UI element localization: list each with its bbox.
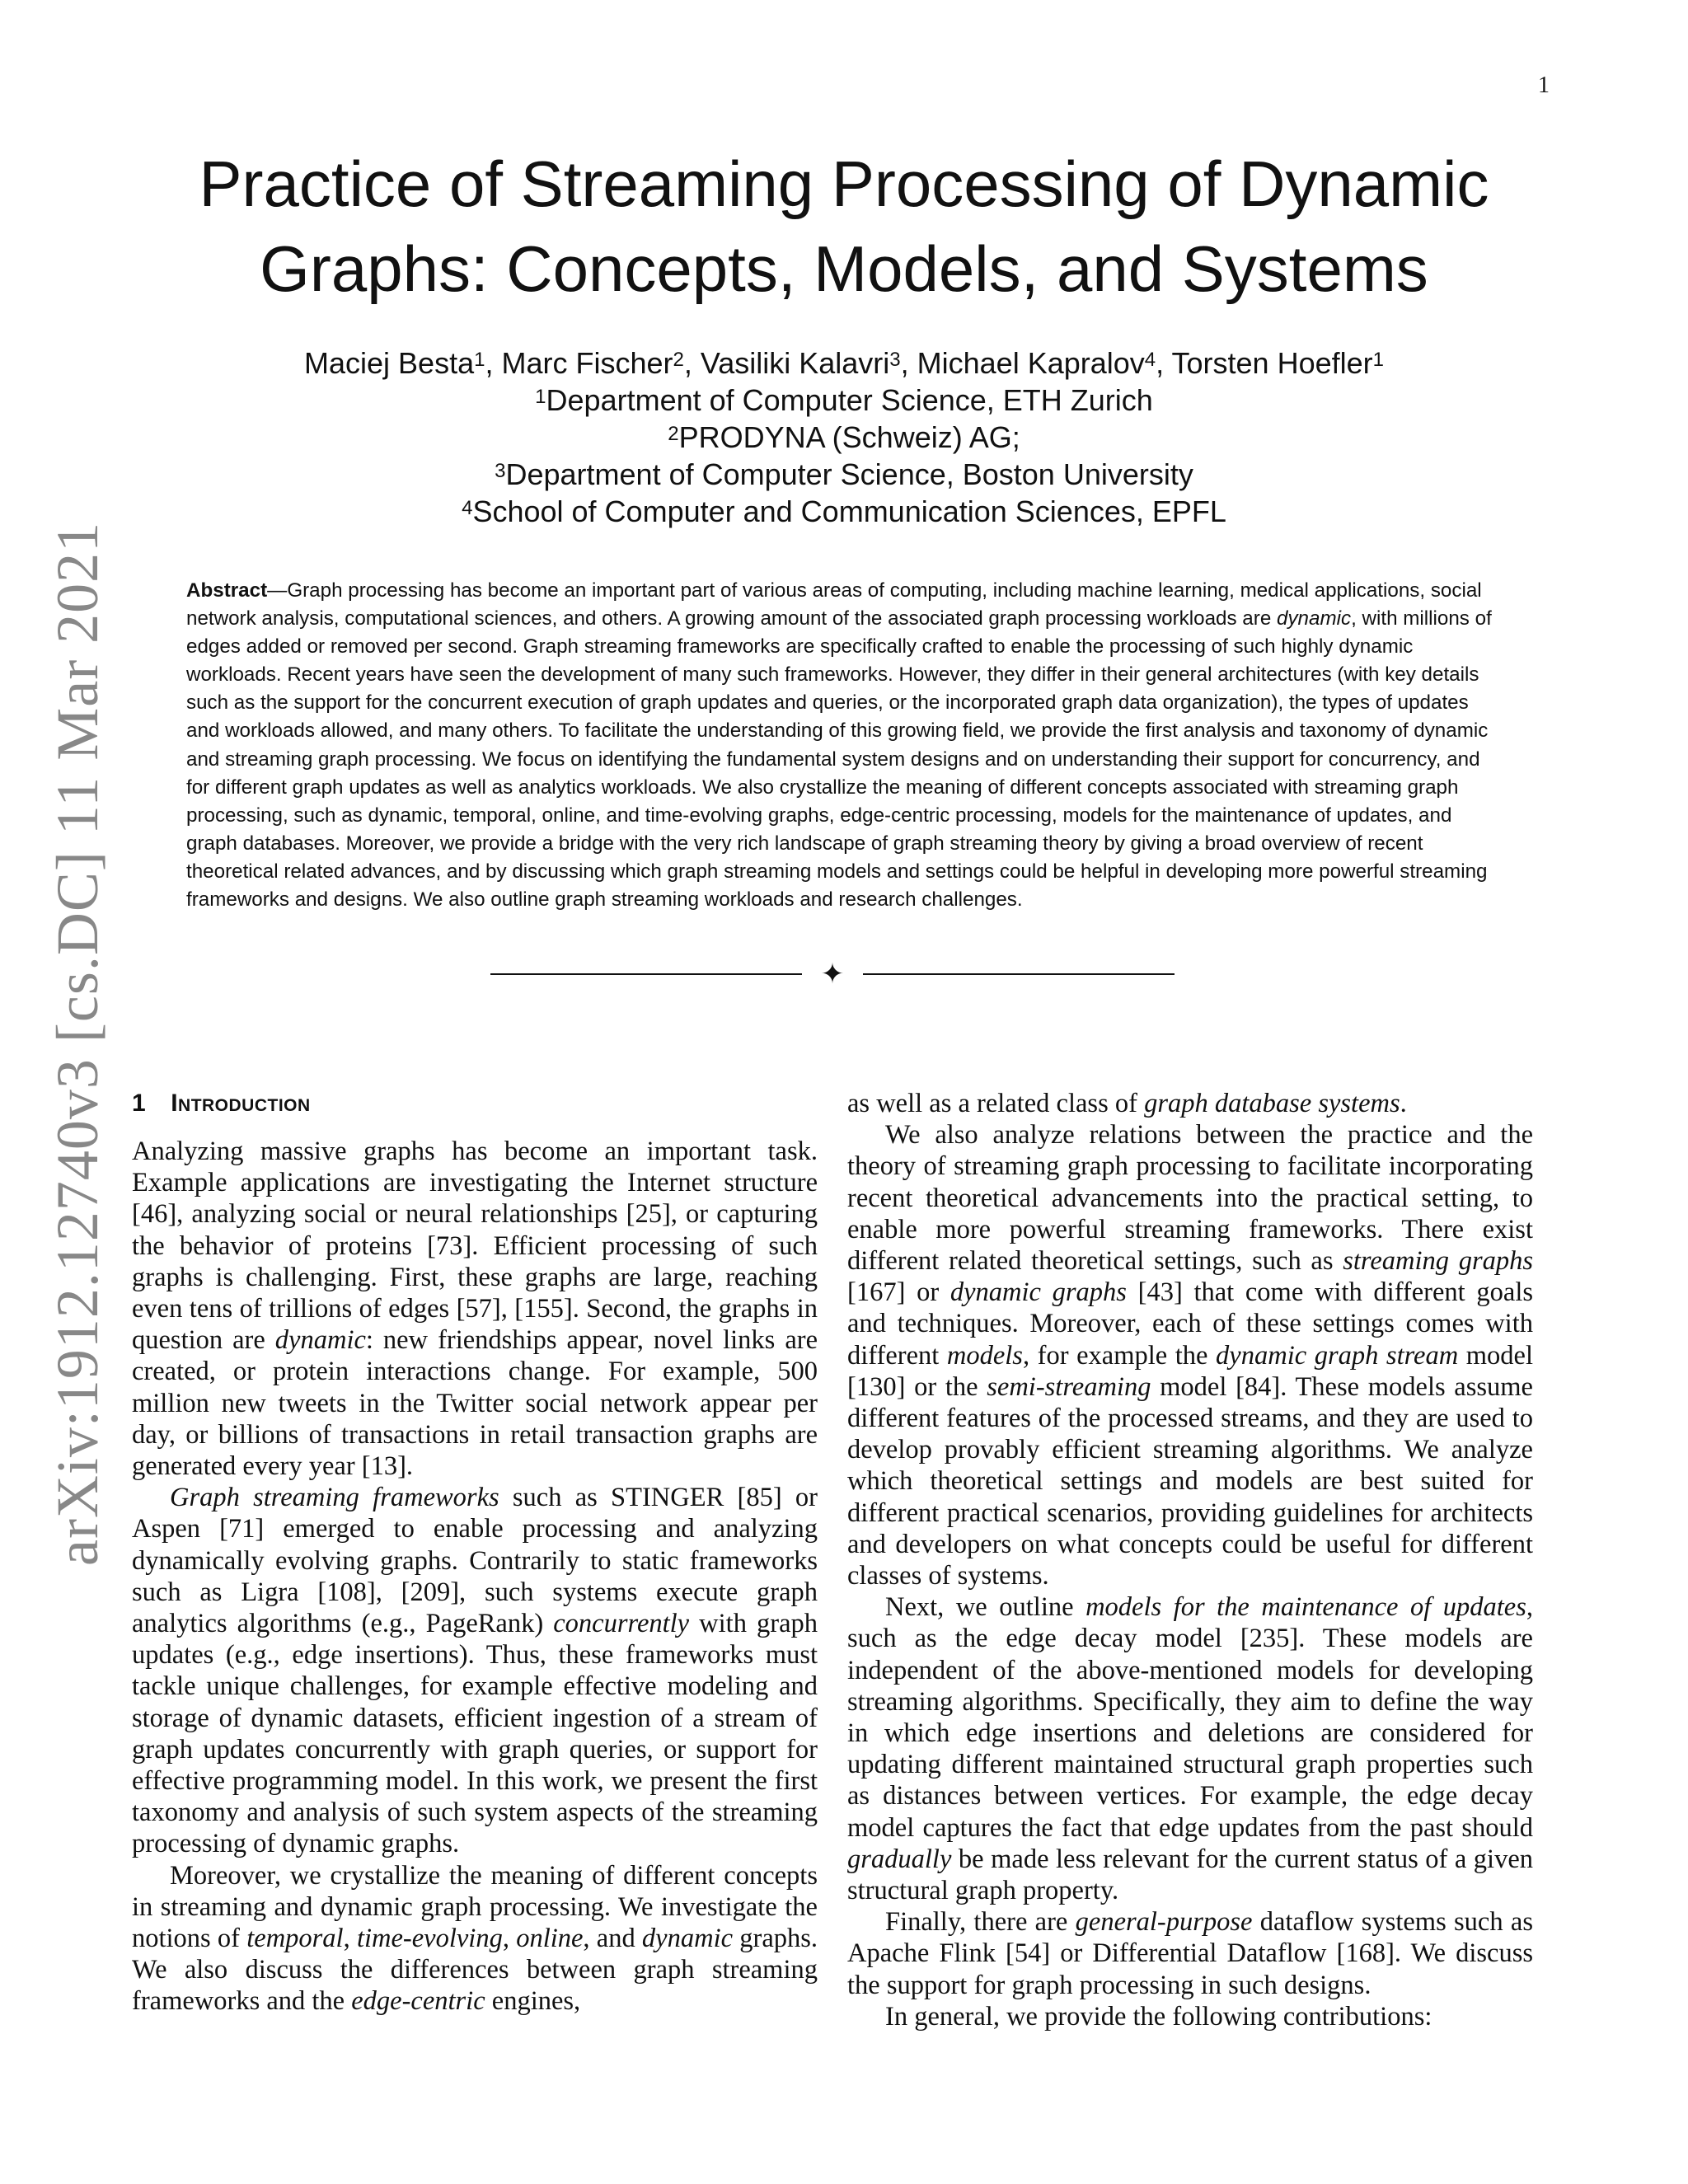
paragraph: Moreover, we crystallize the meaning of different concepts in streaming and dynamic graph processing. We investigate the notions of temporal, time-evolving, online, and dynamic graphs. We also discuss the differences between graph streaming frameworks and the edge-centric engines,: [132, 1860, 818, 2017]
affiliation: $^2$PRODYNA (Schweiz) AG;: [668, 420, 1020, 454]
abstract-label: Abstract: [186, 579, 268, 602]
author-name: Vasiliki Kalavri: [700, 346, 890, 380]
paragraph: Finally, there are general-purpose dataflow systems such as Apache Flink [54] or Differential Dataflow [168]. We discuss the support for graph processing in such designs.: [847, 1907, 1533, 2000]
author-name: Marc Fischer: [501, 346, 673, 380]
body-column-right: [847, 1088, 1533, 2032]
author-affil-mark: 4: [1144, 349, 1156, 371]
author-affil-mark: 1: [474, 349, 485, 371]
author-list: Maciej Besta$^1$, Marc Fischer$^2$, Vasiliki Kalavri$^3$, Michael Kapralov$^4$, Torsten Hoefler$^1$: [304, 346, 1384, 380]
author-affil-mark: 3: [889, 349, 901, 371]
paragraph: Next, we outline models for the maintenance of updates, such as the edge decay model [235]. These models are independent of the above-mentioned models for developing streaming algorithms. Specifically, they aim to define the way in which edge insertions and deletions are considered for updating different maintained structural graph properties such as distances between vertices. For example, the edge decay model captures the fact that edge updates from the past should gradually be made less relevant for the current status of a given structural graph property.: [847, 1592, 1533, 1906]
section-heading-introduction: [132, 1088, 818, 1119]
author-name: Michael Kapralov: [917, 346, 1145, 380]
page-number: 1: [1538, 73, 1550, 98]
section-number: 1: [132, 1090, 147, 1117]
paragraph: We also analyze relations between the practice and the theory of streaming graph processing to facilitate incorporating recent theoretical advancements into the practical setting, to enable more powerful streaming frameworks. There exist different related theoretical settings, such as streaming graphs [167] or dynamic graphs [43] that come with different goals and techniques. Moreover, each of these settings comes with different models, for example the dynamic graph stream model [130] or the semi-streaming model [84]. These models assume different features of the processed streams, and they are used to develop provably efficient streaming algorithms. We analyze which theoretical settings and models are best suited for different practical scenarios, providing guidelines for architects and developers on what concepts could be useful for different classes of systems.: [847, 1120, 1534, 1591]
section-title: Introduction: [171, 1090, 311, 1117]
divider-star-icon: ✦: [820, 958, 845, 991]
paragraph: as well as a related class of graph database systems.: [847, 1089, 1407, 1118]
paragraph: In general, we provide the following contributions:: [885, 2001, 1432, 2032]
body-column-left: [132, 1088, 818, 2018]
arxiv-identifier-stamp: arXiv:1912.12740v3 [cs.DC] 11 Mar 2021: [45, 521, 110, 1566]
author-block: [132, 344, 1556, 530]
paragraph: Analyzing massive graphs has become an important task. Example applications are investigating the Internet structure [46], analyzing social or neural relationships [25], or capturing the behavior of proteins [73]. Efficient processing of such graphs is challenging. First, these graphs are large, reaching even tens of trillions of edges [57], [155]. Second, the graphs in question are dynamic: new friendships appear, novel links are created, or protein interactions change. For example, 500 million new tweets in the Twitter social network appear per day, or billions of transactions in retail transaction graphs are generated every year [13].: [132, 1137, 818, 1482]
author-name: Maciej Besta: [304, 346, 475, 380]
abstract: Abstract—Graph processing has become an important part of various areas of computing, including machine learning, medical applications, social network analysis, computational sciences, and others. A growing amount of the associated graph processing workloads are dynamic, with millions of edges added or removed per second. Graph streaming frameworks are specifically crafted to enable the processing of such highly dynamic workloads. Recent years have seen the development of many such frameworks. However, they differ in their general architectures (with key details such as the support for the concurrent execution of graph updates and queries, or the incorporated graph data organization), the types of updates and workloads allowed, and many others. To facilitate the understanding of this growing field, we provide the first analysis and taxonomy of dynamic and streaming graph processing. We focus on identifying the fundamental system designs and on understanding their support for concurrency, and for different graph updates as well as analytics workloads. We also crystallize the meaning of different concepts associated with streaming graph processing, such as dynamic, temporal, online, and time-evolving graphs, edge-centric processing, models for the maintenance of updates, and graph databases. Moreover, we provide a bridge with the very rich landscape of graph streaming theory by giving a broad overview of recent theoretical related advances, and by discussing which graph streaming models and settings could be helpful in developing more powerful streaming frameworks and designs. We also outline graph streaming workloads and research challenges.: [186, 579, 1492, 912]
affiliation: $^1$Department of Computer Science, ETH Zurich: [535, 383, 1153, 417]
paper-title-line-2: Graphs: Concepts, Models, and Systems: [260, 232, 1428, 305]
paper-title-line-1: Practice of Streaming Processing of Dynamic: [199, 148, 1489, 220]
affiliation: $^4$School of Computer and Communication Sciences, EPFL: [462, 494, 1226, 528]
paper-title: [132, 142, 1556, 312]
author-affil-mark: 1: [1372, 349, 1384, 371]
divider-line-right: [863, 973, 1175, 975]
author-name: Torsten Hoefler: [1171, 346, 1373, 380]
divider-line-left: [490, 973, 802, 975]
abstract-divider: [490, 958, 1175, 991]
author-affil-mark: 2: [673, 349, 684, 371]
paragraph: Graph streaming frameworks such as STINGER [85] or Aspen [71] emerged to enable processing and analyzing dynamically evolving graphs. Contrarily to static frameworks such as Ligra [108], [209], such systems execute graph analytics algorithms (e.g., PageRank) concurrently with graph updates (e.g., edge insertions). Thus, these frameworks must tackle unique challenges, for example effective modeling and storage of dynamic datasets, efficient ingestion of a stream of graph updates concurrently with graph queries, or support for effective programming model. In this work, we present the first taxonomy and analysis of such system aspects of the streaming processing of dynamic graphs.: [132, 1483, 818, 1859]
affiliation: $^3$Department of Computer Science, Boston University: [495, 457, 1193, 491]
